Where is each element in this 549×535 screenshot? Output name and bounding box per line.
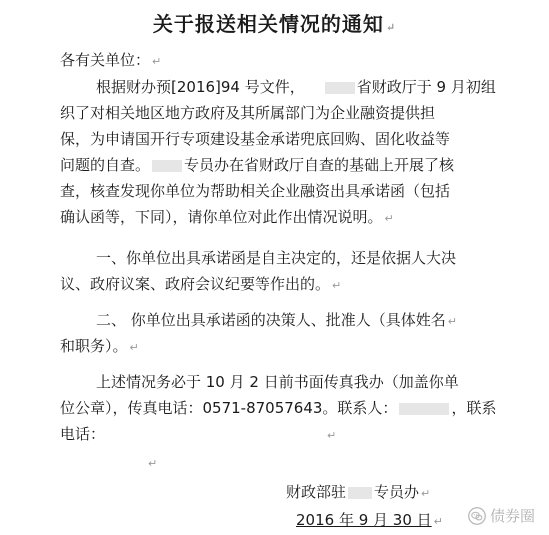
text-segment: 问题的自查。 [60,156,151,174]
redacted-text [325,82,355,94]
paragraph1-line4 [60,155,454,175]
text-segment: 保，为申请国开行专项建设基金承诺兜底回购、固化收益等 [60,130,451,148]
item1-line2 [60,274,341,296]
wechat-icon [468,507,486,525]
redacted-text [152,160,182,172]
paragraph-mark: ↵ [327,429,337,442]
text-segment: 根据财办预[2016]94 号文件， [96,78,305,96]
text-segment: 专员办 [374,483,420,501]
text-segment: 财政部驻 [286,483,347,501]
paragraph1-line3 [60,129,450,149]
text-segment: 专员办在省财政厅自查的基础上开展了核 [184,156,455,174]
text-segment: 电话： [60,425,106,443]
text-segment: 位公章），传真电话：0571-87057643。联系人： [60,399,398,417]
paragraph-mark: ↵ [421,487,431,500]
closing-line3 [60,424,336,446]
text-segment: 省财政厅于 9 月初组 [356,78,496,96]
watermark [468,505,535,526]
salutation [60,50,161,72]
text-segment: 织了对相关地区地方政府及其所属部门为企业融资提供担 [60,104,436,122]
redacted-text [399,403,449,415]
paragraph-mark: ↵ [129,341,139,354]
text-segment: 一、你单位出具承诺函是自主决定的，还是依据人大决 [96,249,457,267]
paragraph1-line2 [60,103,435,123]
item1-line1 [96,248,456,268]
text-segment: ，联系 [451,399,497,417]
title-text: 关于报送相关情况的通知 [152,12,384,36]
paragraph-mark: ↵ [433,515,443,528]
text-segment: 和职务）。 [60,337,128,355]
paragraph-mark: ↵ [385,21,397,34]
text-segment: 上述情况务必于 10 月 2 日前书面传真我办（加盖你单 [96,373,459,391]
text-segment: 确认函等，下同），请你单位对此作出情况说明。 [60,208,383,226]
item2-line1 [96,310,457,332]
salutation-text: 各有关单位： [60,51,151,69]
empty-line [146,452,157,474]
date-text: 2016 年 9 月 30 日 [296,511,432,529]
text-segment: 查，核查发现你单位为帮助相关企业融资出具承诺函（包括 [60,182,451,200]
closing-line1 [96,372,459,392]
paragraph-mark: ↵ [447,315,457,328]
paragraph1-line5 [60,181,450,201]
closing-line2 [60,398,496,418]
signature-org [286,482,430,504]
paragraph1-line1 [96,77,496,97]
paragraph-mark: ↵ [148,457,158,470]
paragraph-mark: ↵ [332,279,342,292]
paragraph1-line6 [60,207,394,229]
item2-line2 [60,336,139,358]
redacted-text [348,487,372,499]
document-title [0,8,549,37]
text-segment: 议、政府议案、政府会议纪要等作出的。 [60,275,331,293]
paragraph-mark: ↵ [152,55,162,68]
paragraph-mark: ↵ [384,212,394,225]
text-segment: 二、 你单位出具承诺函的决策人、批准人（具体姓名 [96,311,446,329]
signature-date [296,510,443,532]
watermark-label: 债券圈 [489,507,535,525]
